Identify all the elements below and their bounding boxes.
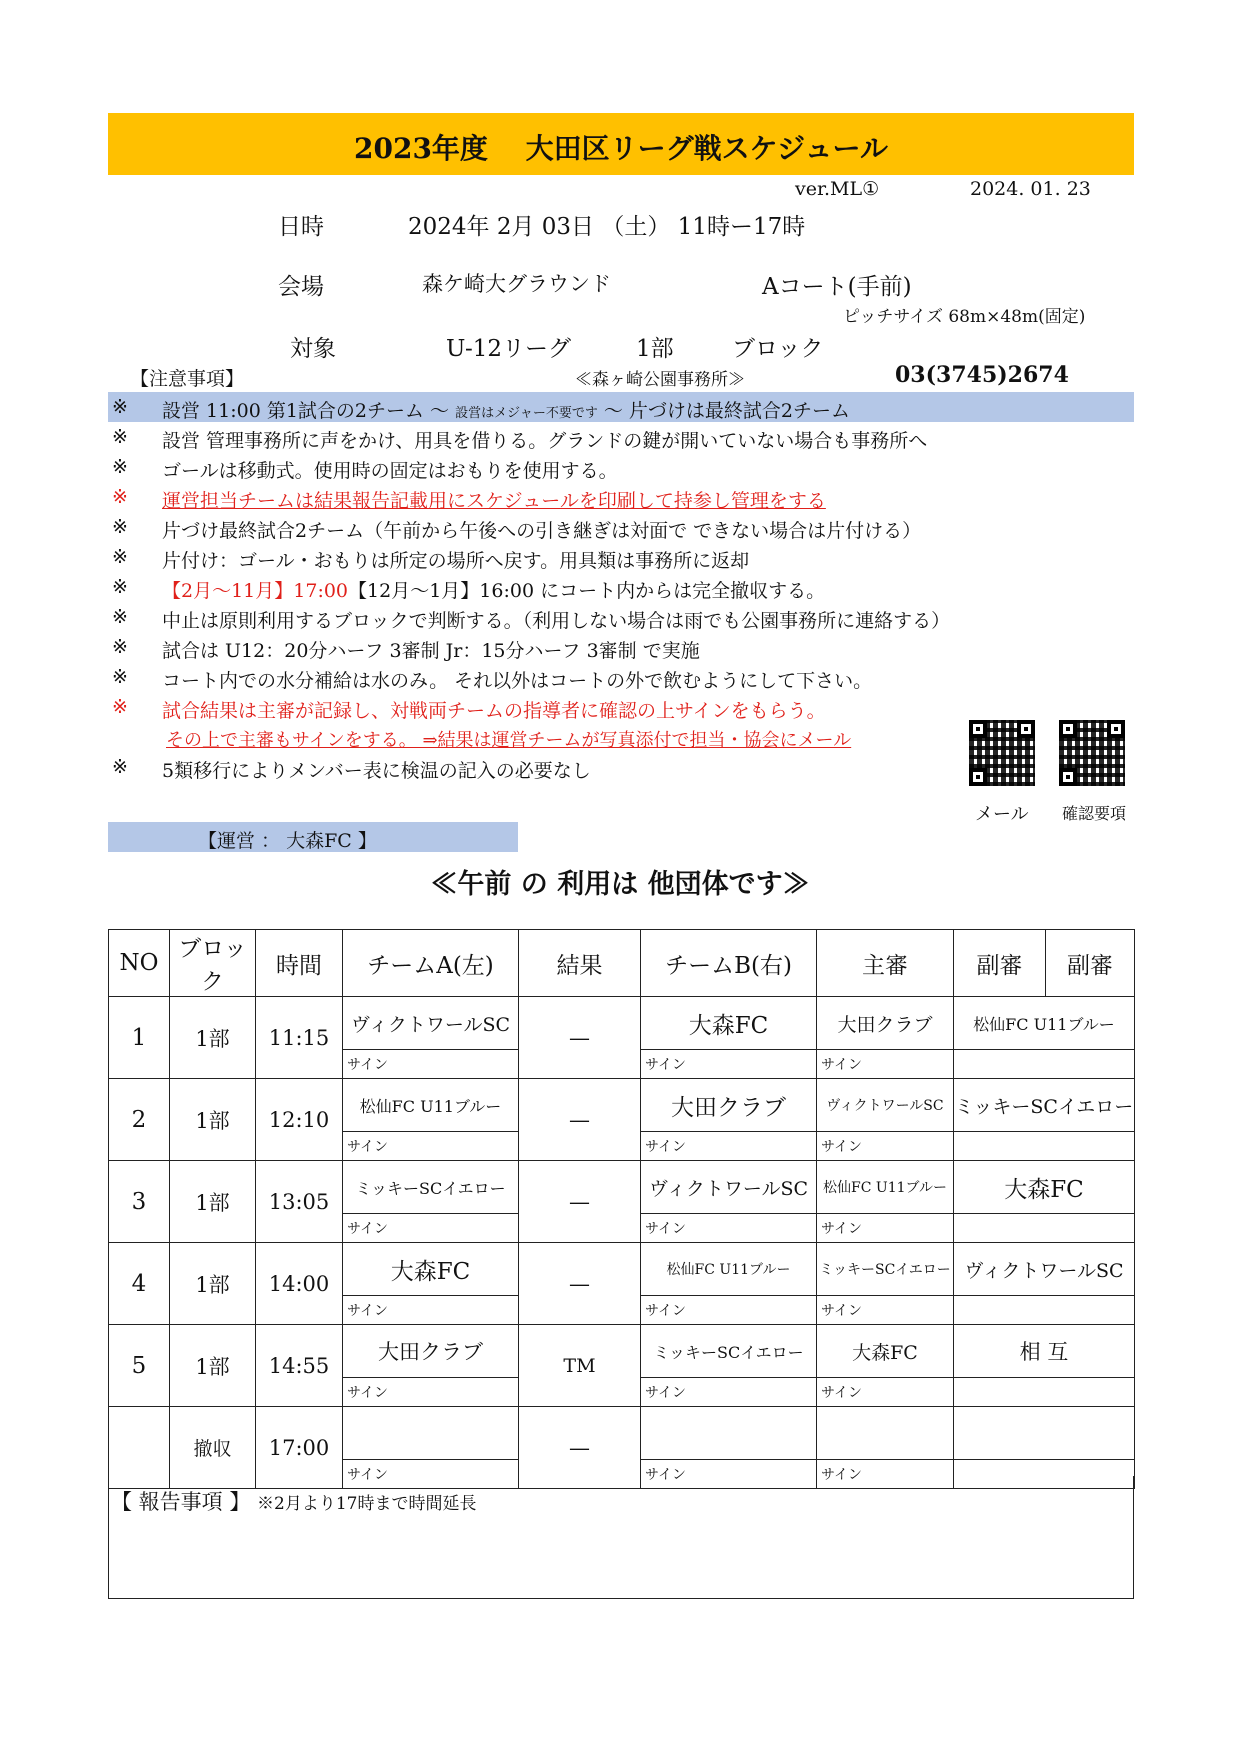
sign-team-a[interactable]: サイン xyxy=(343,1132,519,1161)
qr-finder xyxy=(969,768,987,786)
team-a: ヴィクトワールSC xyxy=(343,997,519,1050)
sign-referee[interactable]: サイン xyxy=(817,1132,954,1161)
match-result[interactable]: — xyxy=(519,1079,641,1161)
table-header-row xyxy=(109,930,1135,997)
qr-label-mail: メール xyxy=(975,804,1029,825)
col-header-referee: 主審 xyxy=(817,930,954,997)
match-time: 14:55 xyxy=(256,1325,343,1407)
note-text: 片付け：ゴール・おもりは所定の場所へ戻す。用具類は事務所に返却 xyxy=(162,550,750,572)
note-text: 試合は U12：20分ハーフ 3審制 Jr：15分ハーフ 3審制 で実施 xyxy=(162,640,700,662)
col-header-assistant-1: 副審 xyxy=(954,930,1046,997)
match-block: 1部 xyxy=(170,1243,256,1325)
team-b: 大森FC xyxy=(641,997,817,1050)
referee: 松仙FC U11ブルー xyxy=(817,1161,954,1214)
table-row xyxy=(109,1161,1135,1214)
note-text: ～ 片づけは最終試合2チーム xyxy=(597,400,851,422)
note-text: 片づけ最終試合2チーム（午前から午後への引き継ぎは対面で できない場合は片付ける） xyxy=(162,520,922,542)
assistant-referee: ヴィクトワールSC xyxy=(954,1243,1135,1296)
col-header-no: NO xyxy=(109,930,170,997)
qr-finder xyxy=(969,720,987,738)
pitch-size: ピッチサイズ 68m×48m(固定) xyxy=(843,307,1086,327)
title-bar xyxy=(108,113,1134,175)
match-result[interactable]: — xyxy=(519,1161,641,1243)
note-row-4 xyxy=(108,482,1134,512)
note-row-2 xyxy=(108,422,1134,452)
note-row-11 xyxy=(108,692,1134,722)
match-no: 2 xyxy=(109,1079,170,1161)
referee: 大田クラブ xyxy=(817,997,954,1050)
col-header-assistant-2: 副審 xyxy=(1046,930,1135,997)
note-text: その上で主審もサインをする。 ⇒結果は運営チームが写真添付で担当・協会にメール xyxy=(166,730,852,751)
assistant-referee: 相 互 xyxy=(954,1325,1135,1378)
sign-empty xyxy=(954,1214,1135,1243)
note-row-7 xyxy=(108,572,1134,602)
match-result[interactable]: — xyxy=(519,997,641,1079)
qr-finder xyxy=(1107,720,1125,738)
note-row-10 xyxy=(108,662,1134,692)
team-a: ミッキーSCイエロー xyxy=(343,1161,519,1214)
note-red-text: 【2月～11月】17:00 xyxy=(162,580,349,602)
col-header-team-b: チームB(右) xyxy=(641,930,817,997)
table-row xyxy=(109,1325,1135,1378)
match-time: 12:10 xyxy=(256,1079,343,1161)
note-mark: ※ xyxy=(112,756,128,778)
note-text: 設営 管理事務所に声をかけ、用具を借りる。グランドの鍵が開いていない場合も事務所へ xyxy=(162,430,928,452)
note-small-text: 設営はメジャー不要です xyxy=(455,406,598,421)
sign-team-b[interactable]: サイン xyxy=(641,1214,817,1243)
note-row-1 xyxy=(108,392,1134,422)
assistant-referee: 松仙FC U11ブルー xyxy=(954,997,1135,1050)
note-mark: ※ xyxy=(112,486,128,508)
team-b: ヴィクトワールSC xyxy=(641,1161,817,1214)
sign-team-a[interactable]: サイン xyxy=(343,1296,519,1325)
note-mark: ※ xyxy=(112,456,128,478)
qr-code-mail[interactable] xyxy=(969,720,1035,786)
match-no: 1 xyxy=(109,997,170,1079)
team-b: 松仙FC U11ブルー xyxy=(641,1243,817,1296)
note-row-8 xyxy=(108,602,1134,632)
office-phone: 03(3745)2674 xyxy=(895,362,1069,388)
referee xyxy=(817,1407,954,1460)
assistant-referee xyxy=(954,1407,1135,1460)
sign-team-a[interactable]: サイン xyxy=(343,1378,519,1407)
sign-empty xyxy=(954,1132,1135,1161)
match-no: 5 xyxy=(109,1325,170,1407)
sign-empty xyxy=(954,1296,1135,1325)
target-league: U-12リーグ xyxy=(446,336,572,362)
note-row-6 xyxy=(108,542,1134,572)
note-row-9 xyxy=(108,632,1134,662)
sign-team-a[interactable]: サイン xyxy=(343,1460,519,1489)
venue-value: 森ケ崎大グラウンド xyxy=(422,272,611,296)
match-result[interactable]: — xyxy=(519,1243,641,1325)
note-mark: ※ xyxy=(112,516,128,538)
sign-empty xyxy=(954,1050,1135,1079)
report-note: ※2月より17時まで時間延長 xyxy=(257,1494,477,1514)
sign-empty xyxy=(954,1378,1135,1407)
version-label: ver.ML① xyxy=(795,178,880,200)
sign-team-b[interactable]: サイン xyxy=(641,1132,817,1161)
sign-team-a[interactable]: サイン xyxy=(343,1214,519,1243)
note-mark: ※ xyxy=(112,636,128,658)
note-mark: ※ xyxy=(112,576,128,598)
match-time: 11:15 xyxy=(256,997,343,1079)
qr-code-guidelines[interactable] xyxy=(1059,720,1125,786)
target-division: 1部 xyxy=(636,336,674,362)
sign-team-a[interactable]: サイン xyxy=(343,1050,519,1079)
note-text: 【12月～1月】16:00 にコート内からは完全撤収する。 xyxy=(348,580,826,602)
match-time: 14:00 xyxy=(256,1243,343,1325)
note-mark: ※ xyxy=(112,666,128,688)
team-b: ミッキーSCイエロー xyxy=(641,1325,817,1378)
datetime-value: 2024年 2月 03日 （土） 11時ー17時 xyxy=(408,214,806,240)
schedule-table xyxy=(108,929,1135,1489)
sign-team-b[interactable]: サイン xyxy=(641,1050,817,1079)
qr-finder xyxy=(1017,720,1035,738)
sign-team-b[interactable]: サイン xyxy=(641,1460,817,1489)
referee: 大森FC xyxy=(817,1325,954,1378)
qr-finder xyxy=(1059,768,1077,786)
col-header-team-a: チームA(左) xyxy=(343,930,519,997)
match-block: 1部 xyxy=(170,1325,256,1407)
note-mark: ※ xyxy=(112,426,128,448)
qr-label-guidelines: 確認要項 xyxy=(1062,804,1127,823)
venue-label: 会場 xyxy=(278,274,324,300)
morning-notice: ≪午前 の 利用は 他団体です≫ xyxy=(430,869,810,900)
team-b xyxy=(641,1407,817,1460)
sign-referee[interactable]: サイン xyxy=(817,1050,954,1079)
sign-team-b[interactable]: サイン xyxy=(641,1296,817,1325)
target-block: ブロック xyxy=(732,336,824,362)
qr-finder xyxy=(1059,720,1077,738)
sign-referee[interactable]: サイン xyxy=(817,1460,954,1489)
operator-text: 【運営 ： 大森FC 】 xyxy=(198,830,377,852)
referee: ヴィクトワールSC xyxy=(817,1079,954,1132)
assistant-referee: ミッキーSCイエロー xyxy=(954,1079,1135,1132)
note-text: 中止は原則利用するブロックで判断する。（利用しない場合は雨でも公園事務所に連絡する） xyxy=(162,610,951,632)
sign-team-b[interactable]: サイン xyxy=(641,1378,817,1407)
court-value: Aコート(手前) xyxy=(762,274,912,300)
match-time: 13:05 xyxy=(256,1161,343,1243)
match-block: 1部 xyxy=(170,1161,256,1243)
team-a: 大森FC xyxy=(343,1243,519,1296)
page-title: 2023年度 大田区リーグ戦スケジュール xyxy=(354,132,888,165)
target-label: 対象 xyxy=(290,336,336,362)
match-time: 17:00 xyxy=(256,1407,343,1489)
note-text: 試合結果は主審が記録し、対戦両チームの指導者に確認の上サインをもらう。 xyxy=(162,700,826,722)
note-text: 5類移行によりメンバー表に検温の記入の必要なし xyxy=(162,760,591,782)
note-row-3 xyxy=(108,452,1134,482)
sign-referee[interactable]: サイン xyxy=(817,1296,954,1325)
team-a: 松仙FC U11ブルー xyxy=(343,1079,519,1132)
office-name: ≪森ヶ崎公園事務所≫ xyxy=(575,370,745,390)
datetime-label: 日時 xyxy=(278,214,324,240)
referee: ミッキーSCイエロー xyxy=(817,1243,954,1296)
team-b: 大田クラブ xyxy=(641,1079,817,1132)
table-row xyxy=(109,1243,1135,1296)
match-no: 3 xyxy=(109,1161,170,1243)
report-box[interactable] xyxy=(108,1476,1134,1599)
notice-label: 【注意事項】 xyxy=(130,368,245,390)
col-header-block: ブロック xyxy=(170,930,256,997)
match-block: 1部 xyxy=(170,1079,256,1161)
sign-referee[interactable]: サイン xyxy=(817,1378,954,1407)
col-header-time: 時間 xyxy=(256,930,343,997)
match-result[interactable]: TM xyxy=(519,1325,641,1407)
table-row xyxy=(109,1079,1135,1132)
col-header-result: 結果 xyxy=(519,930,641,997)
match-result[interactable]: — xyxy=(519,1407,641,1489)
note-mark: ※ xyxy=(112,606,128,628)
note-text: 設営 11:00 第1試合の2チーム ～ xyxy=(162,400,456,422)
team-a xyxy=(343,1407,519,1460)
match-no: 4 xyxy=(109,1243,170,1325)
issue-date: 2024. 01. 23 xyxy=(970,178,1091,200)
note-text: 運営担当チームは結果報告記載用にスケジュールを印刷して持参し管理をする xyxy=(162,490,826,512)
assistant-referee: 大森FC xyxy=(954,1161,1135,1214)
match-block: 1部 xyxy=(170,997,256,1079)
report-label: 【 報告事項 】 xyxy=(111,1490,251,1514)
team-a: 大田クラブ xyxy=(343,1325,519,1378)
sign-referee[interactable]: サイン xyxy=(817,1214,954,1243)
match-block: 撤収 xyxy=(170,1407,256,1489)
note-mark: ※ xyxy=(112,696,128,718)
note-mark: ※ xyxy=(112,546,128,568)
table-row xyxy=(109,1407,1135,1460)
note-text: コート内での水分補給は水のみ。 それ以外はコートの外で飲むようにして下さい。 xyxy=(162,670,873,692)
note-text: ゴールは移動式。使用時の固定はおもりを使用する。 xyxy=(162,460,618,482)
note-mark: ※ xyxy=(112,396,128,418)
table-row xyxy=(109,997,1135,1050)
note-row-5 xyxy=(108,512,1134,542)
operator-bar xyxy=(108,822,518,852)
